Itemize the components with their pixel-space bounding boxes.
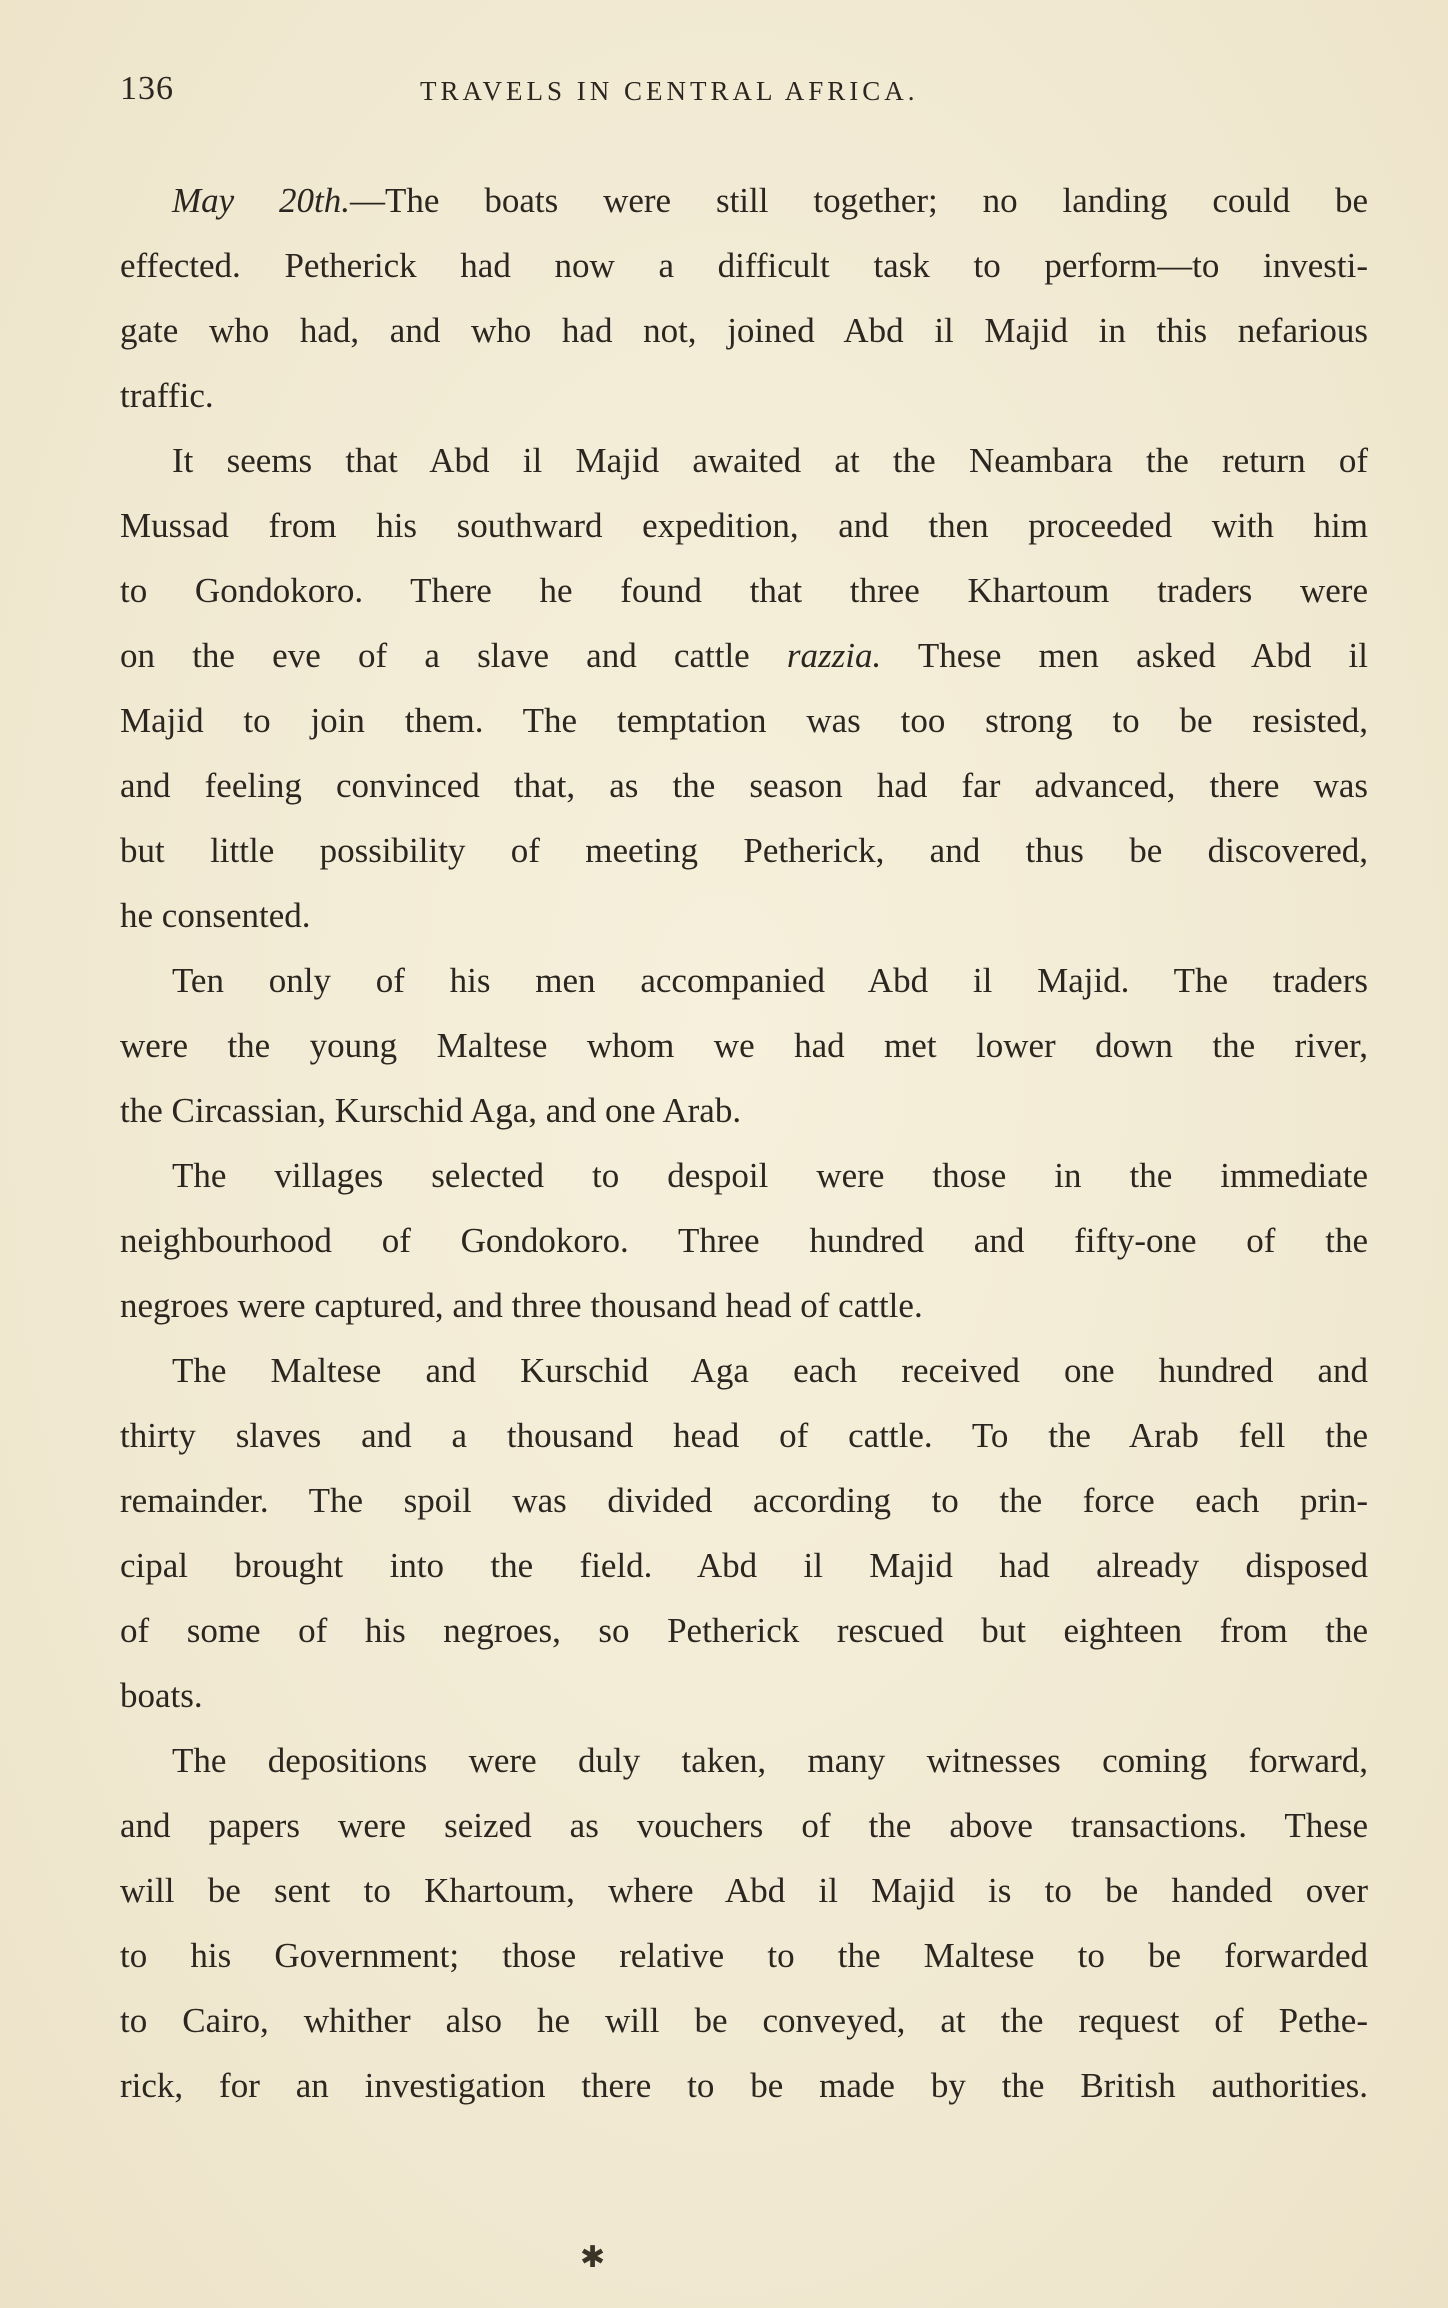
text-line: but little possibility of meeting Petherick, and thus be discovered, [120,831,1368,870]
text-line: on the eve of a slave and cattle razzia. These men asked Abd il [120,636,1368,675]
text-line: Mussad from his southward expedition, and then proceeded with him [120,506,1368,545]
text-line: and papers were seized as vouchers of the above transactions. These [120,1806,1368,1845]
text-line: of some of his negroes, so Petherick rescued but eighteen from the [120,1611,1368,1650]
text-line: The Maltese and Kurschid Aga each received one hundred and [172,1351,1368,1390]
text-line: cipal brought into the field. Abd il Majid had already disposed [120,1546,1368,1585]
text-line: remainder. The spoil was divided according to the force each prin- [120,1481,1368,1520]
text-line: The villages selected to despoil were those in the immediate [172,1156,1368,1195]
text-line: and feeling convinced that, as the season had far advanced, there was [120,766,1368,805]
text-line: to Cairo, whither also he will be conveyed, at the request of Pethe- [120,2001,1368,2040]
text-line: The depositions were duly taken, many witnesses coming forward, [172,1741,1368,1780]
text-line: were the young Maltese whom we had met lower down the river, [120,1026,1368,1065]
text-line: Majid to join them. The temptation was too strong to be resisted, [120,701,1368,740]
text-line: thirty slaves and a thousand head of cattle. To the Arab fell the [120,1416,1368,1455]
text-line: effected. Petherick had now a difficult task to perform—to investi- [120,246,1368,285]
italic-word: razzia. [786,636,882,675]
text-line: neighbourhood of Gondokoro. Three hundred and fifty-one of the [120,1221,1368,1260]
text-line: he consented. [120,896,311,935]
diary-date: May 20th. [172,181,351,220]
text-line: traffic. [120,376,214,415]
text-line: the Circassian, Kurschid Aga, and one Arab. [120,1091,742,1130]
running-title: TRAVELS IN CENTRAL AFRICA. [420,76,919,106]
text-line: boats. [120,1676,203,1715]
page-number: 136 [120,70,174,107]
text-line: will be sent to Khartoum, where Abd il Majid is to be handed over [120,1871,1368,1910]
page-header [120,70,1380,120]
body-text [120,168,1368,2118]
text-line: to Gondokoro. There he found that three Khartoum traders were [120,571,1368,610]
text-line: Ten only of his men accompanied Abd il Majid. The traders [172,961,1368,1000]
text-line: negroes were captured, and three thousand head of cattle. [120,1286,923,1325]
text-line: May 20th.—The boats were still together; no landing could be [172,181,1369,220]
text-line: rick, for an investigation there to be made by the British authorities. [120,2066,1368,2105]
text-line: gate who had, and who had not, joined Abd il Majid in this nefarious [120,311,1368,350]
text-line: It seems that Abd il Majid awaited at the Neambara the return of [172,441,1368,480]
text-line: to his Government; those relative to the Maltese to be forwarded [120,1936,1368,1975]
printer-mark: ✱ [580,2241,606,2274]
